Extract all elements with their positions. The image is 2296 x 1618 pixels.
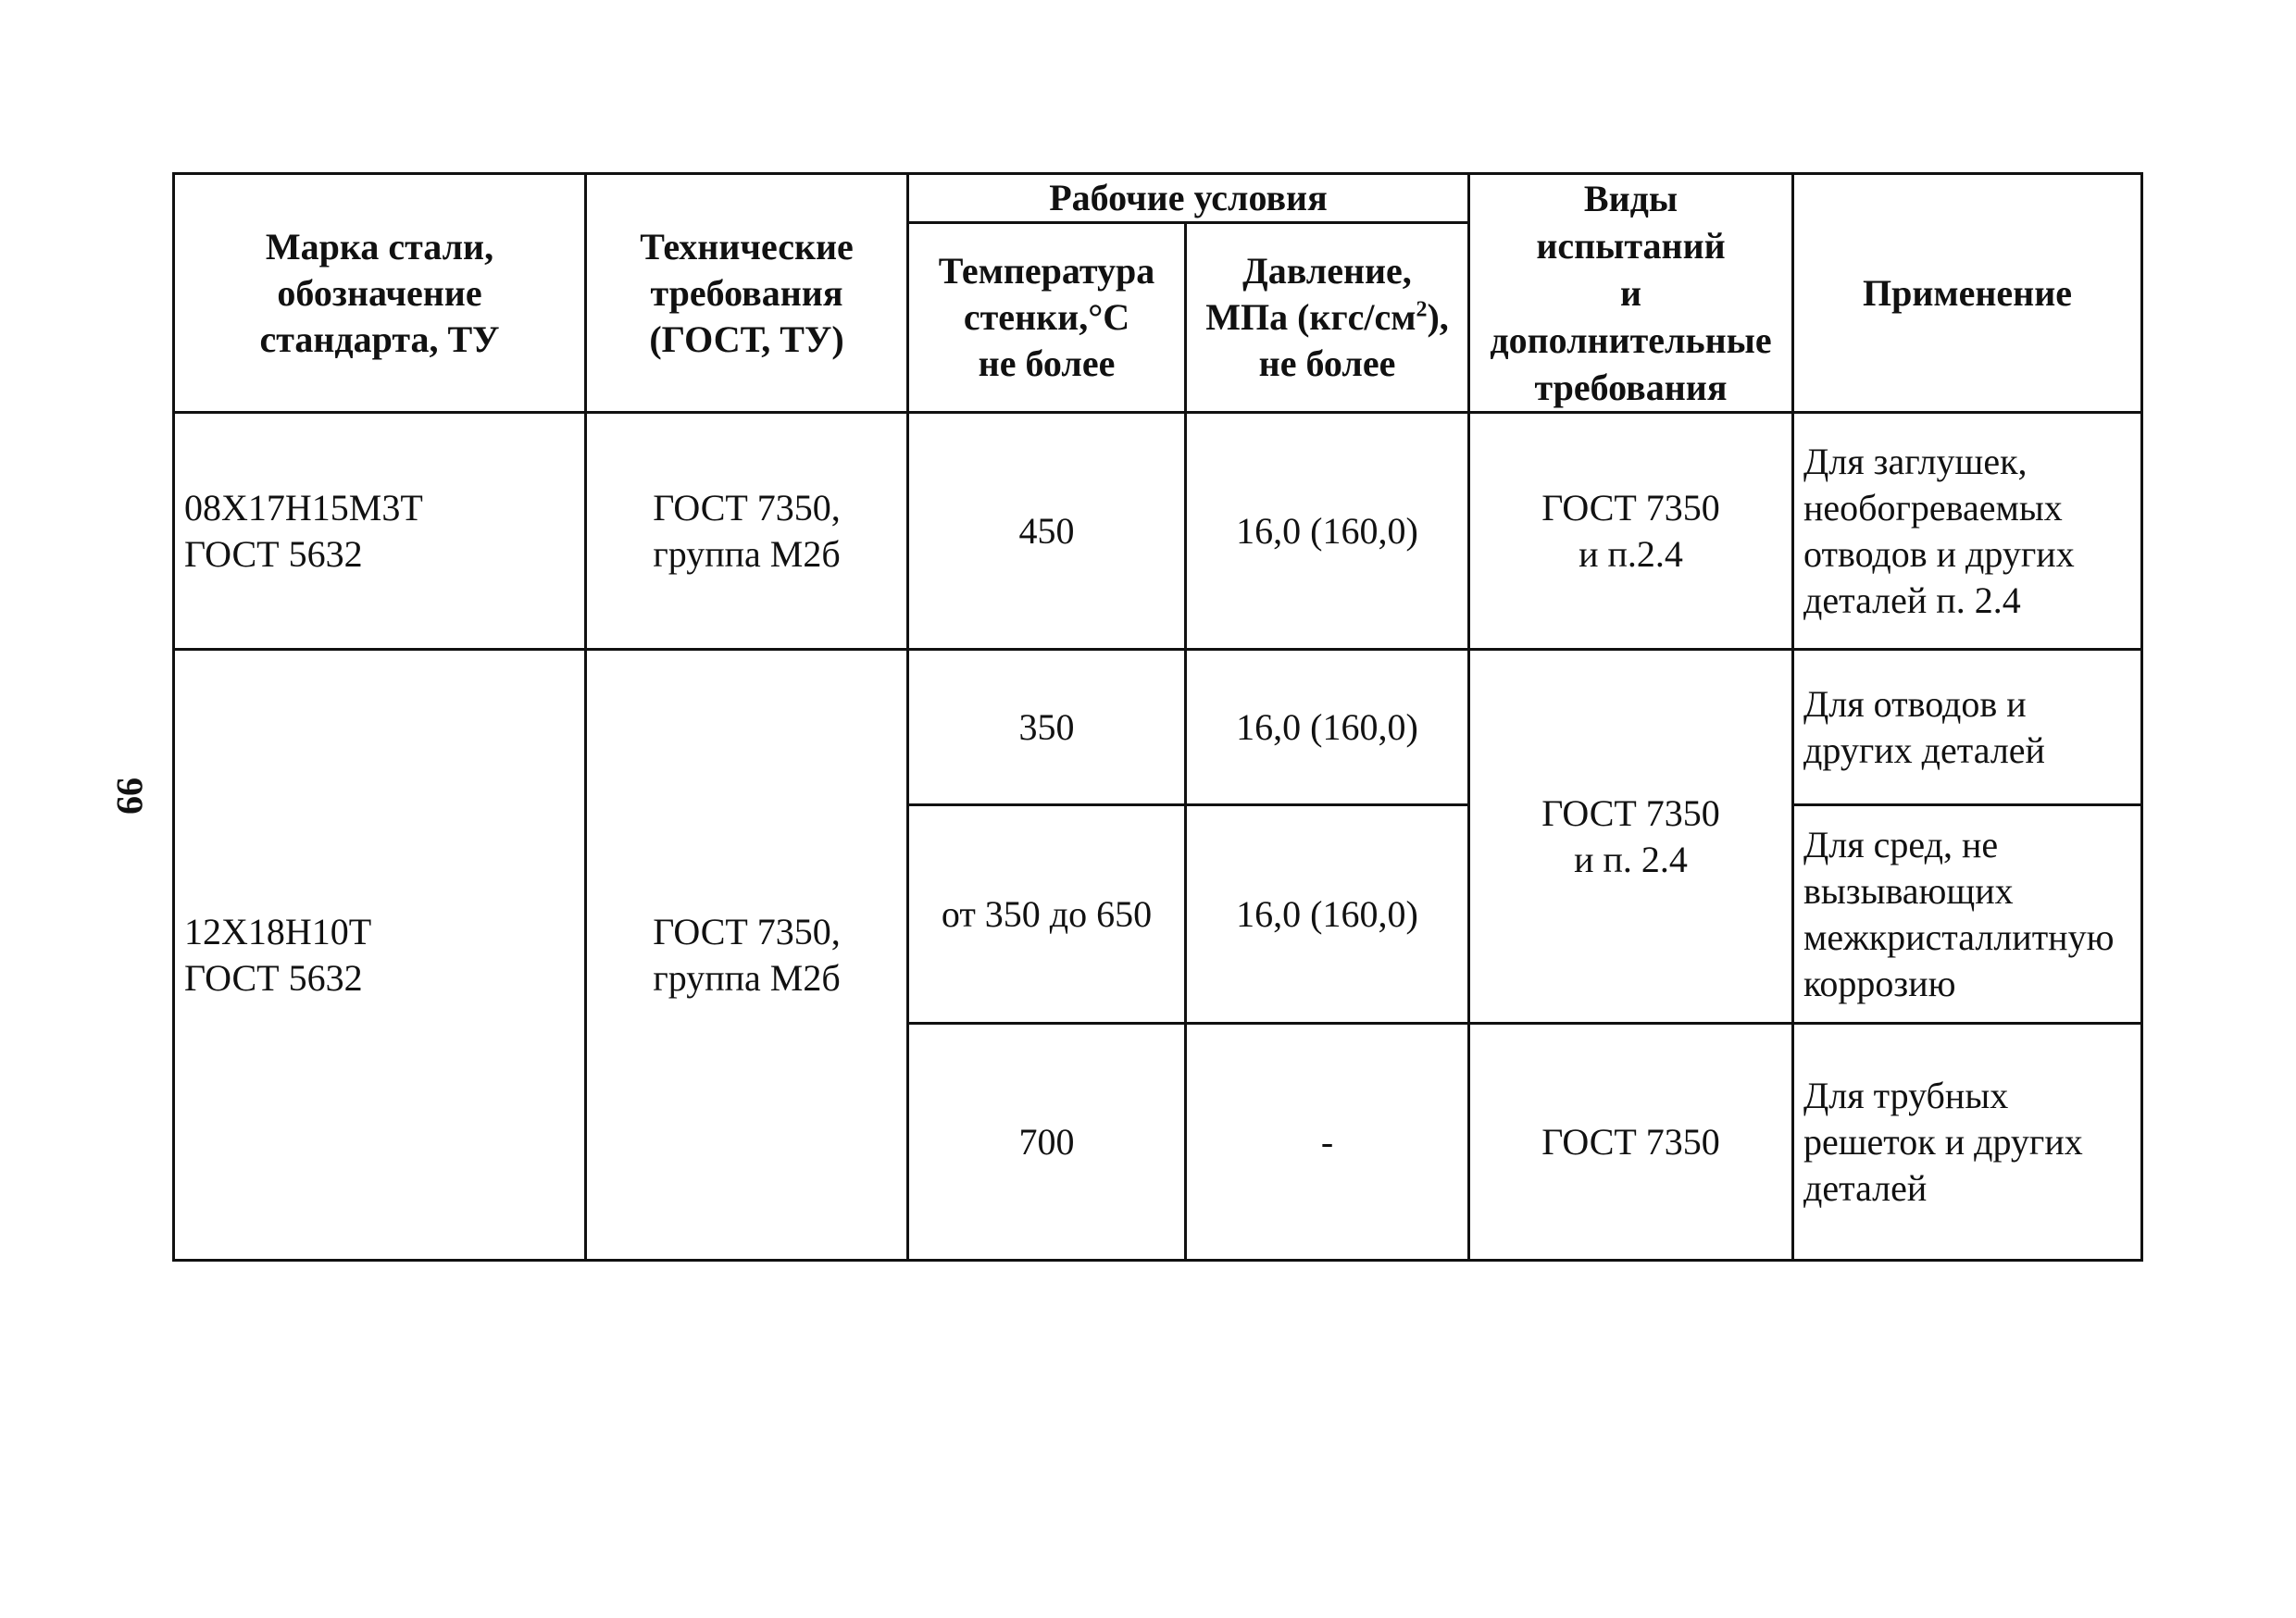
header-working-conditions: Рабочие условия [908, 174, 1469, 223]
row2a-temperature: 350 [908, 650, 1186, 805]
header-application: Применение [1793, 174, 2142, 413]
row2-tests-shared: ГОСТ 7350 и п. 2.4 [1469, 650, 1793, 1024]
row2c-application: Для трубных решеток и других деталей [1793, 1024, 2142, 1261]
row2a-application: Для отводов и других деталей [1793, 650, 2142, 805]
row2b-pressure: 16,0 (160,0) [1186, 805, 1469, 1024]
header-pressure: Давление, МПа $(кгс/см^2)$, не более [1186, 223, 1469, 413]
steel-spec-table [172, 172, 2143, 1262]
row1-tests: ГОСТ 7350 и п.2.4 [1469, 413, 1793, 650]
header-grade: Марка стали, обозначение стандарта, ТУ [174, 174, 586, 413]
table-row [174, 650, 2142, 805]
row1-grade: 08Х17Н15М3Т ГОСТ 5632 [174, 413, 586, 650]
row2a-pressure: 16,0 (160,0) [1186, 650, 1469, 805]
header-tests: Виды испытаний и дополнительные требования [1469, 174, 1793, 413]
table-row [174, 413, 2142, 650]
header-temperature: Температура стенки,°С не более [908, 223, 1186, 413]
row2b-application: Для сред, не вызывающих межкристаллитную коррозию [1793, 805, 2142, 1024]
row1-application: Для заглушек, необогреваемых отводов и других деталей п. 2.4 [1793, 413, 2142, 650]
page-number: 99 [109, 778, 151, 815]
row1-pressure: 16,0 (160,0) [1186, 413, 1469, 650]
row2-tech-requirements: ГОСТ 7350, группа М2б [586, 650, 908, 1261]
row2c-temperature: 700 [908, 1024, 1186, 1261]
row2c-pressure: - [1186, 1024, 1469, 1261]
header-tech-requirements: Технические требования (ГОСТ, ТУ) [586, 174, 908, 413]
row1-tech-requirements: ГОСТ 7350, группа М2б [586, 413, 908, 650]
row2b-temperature: от 350 до 650 [908, 805, 1186, 1024]
row1-temperature: 450 [908, 413, 1186, 650]
row2c-tests: ГОСТ 7350 [1469, 1024, 1793, 1261]
row2-grade: 12Х18Н10Т ГОСТ 5632 [174, 650, 586, 1261]
